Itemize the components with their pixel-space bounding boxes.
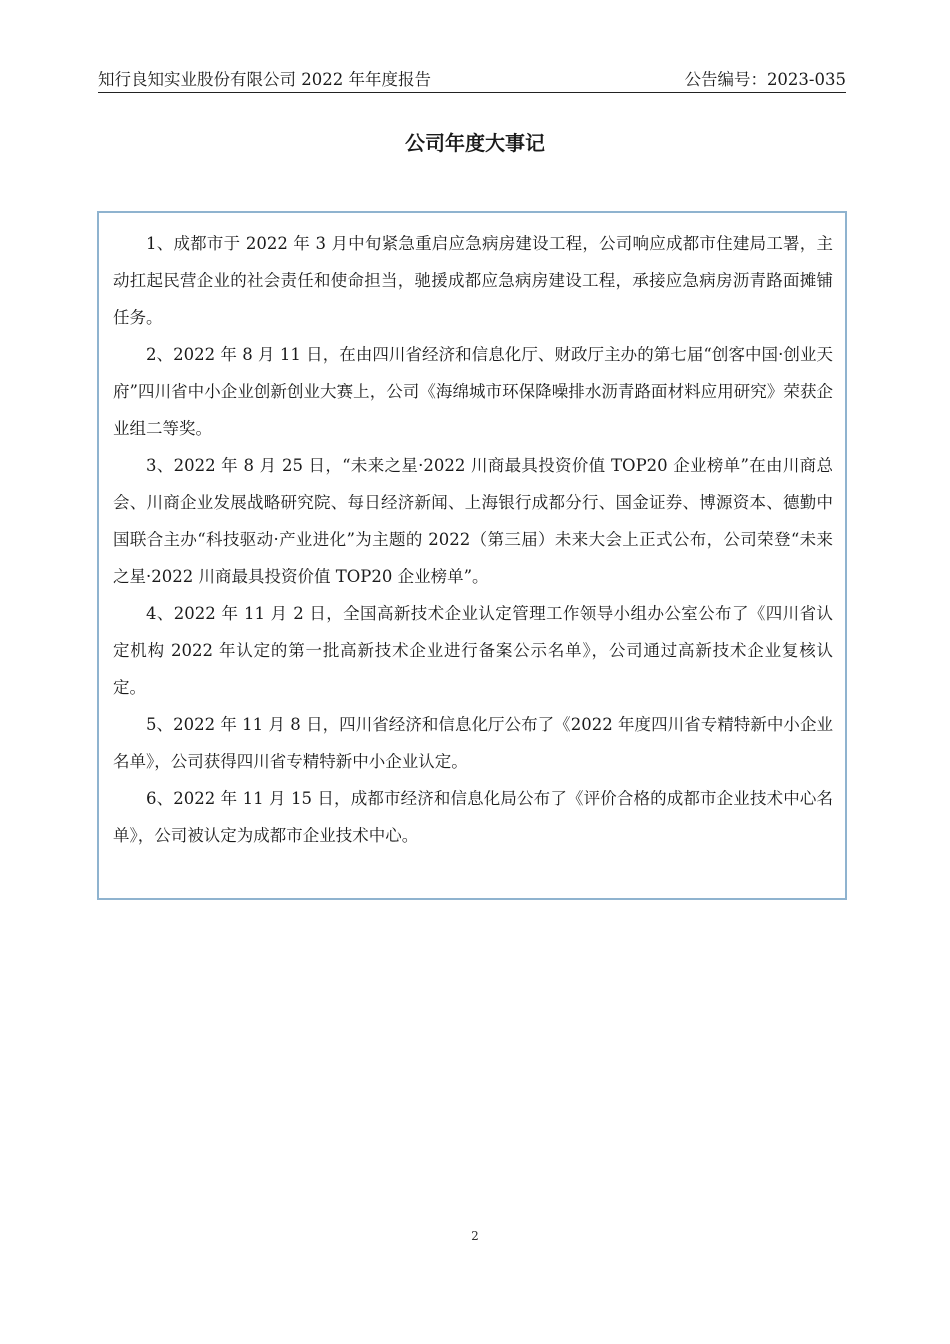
event-item-2: 2、2022 年 8 月 11 日，在由四川省经济和信息化厅、财政厅主办的第七届“创客中国·创业天府”四川省中小企业创新创业大赛上，公司《海绵城市环保降噪排水沥青路面材料应用研究》荣获企业组二等奖。 [113, 345, 833, 438]
events-list [113, 225, 833, 854]
event-item-1: 1、成都市于 2022 年 3 月中旬紧急重启应急病房建设工程，公司响应成都市住建局工署，主动扛起民营企业的社会责任和使命担当，驰援成都应急病房建设工程，承接应急病房沥青路面摊铺任务。 [113, 234, 833, 327]
event-item-3: 3、2022 年 8 月 25 日，“未来之星·2022 川商最具投资价值 TOP20 企业榜单”在由川商总会、川商企业发展战略研究院、每日经济新闻、上海银行成都分行、国金证券、博源资本、德勤中国联合主办“科技驱动·产业进化”为主题的 2022（第三届）未来大会上正式公布，公司荣登“未来之星·2022 川商最具投资价值 TOP20 企业榜单”。 [113, 456, 833, 586]
page-title: 公司年度大事记 [405, 131, 545, 155]
event-item-4: 4、2022 年 11 月 2 日，全国高新技术企业认定管理工作领导小组办公室公布了《四川省认定机构 2022 年认定的第一批高新技术企业进行备案公示名单》，公司通过高新技术企业复核认定。 [113, 604, 833, 697]
page-header [98, 68, 846, 93]
event-item-6: 6、2022 年 11 月 15 日，成都市经济和信息化局公布了《评价合格的成都市企业技术中心名单》，公司被认定为成都市企业技术中心。 [113, 789, 833, 845]
event-item-5: 5、2022 年 11 月 8 日，四川省经济和信息化厅公布了《2022 年度四川省专精特新中小企业名单》，公司获得四川省专精特新中小企业认定。 [113, 715, 833, 771]
page-number: 2 [471, 1229, 479, 1243]
header-company-report: 知行良知实业股份有限公司 2022 年年度报告 [98, 70, 431, 89]
header-announcement-number: 公告编号：2023-035 [684, 70, 846, 89]
events-box [97, 211, 847, 900]
